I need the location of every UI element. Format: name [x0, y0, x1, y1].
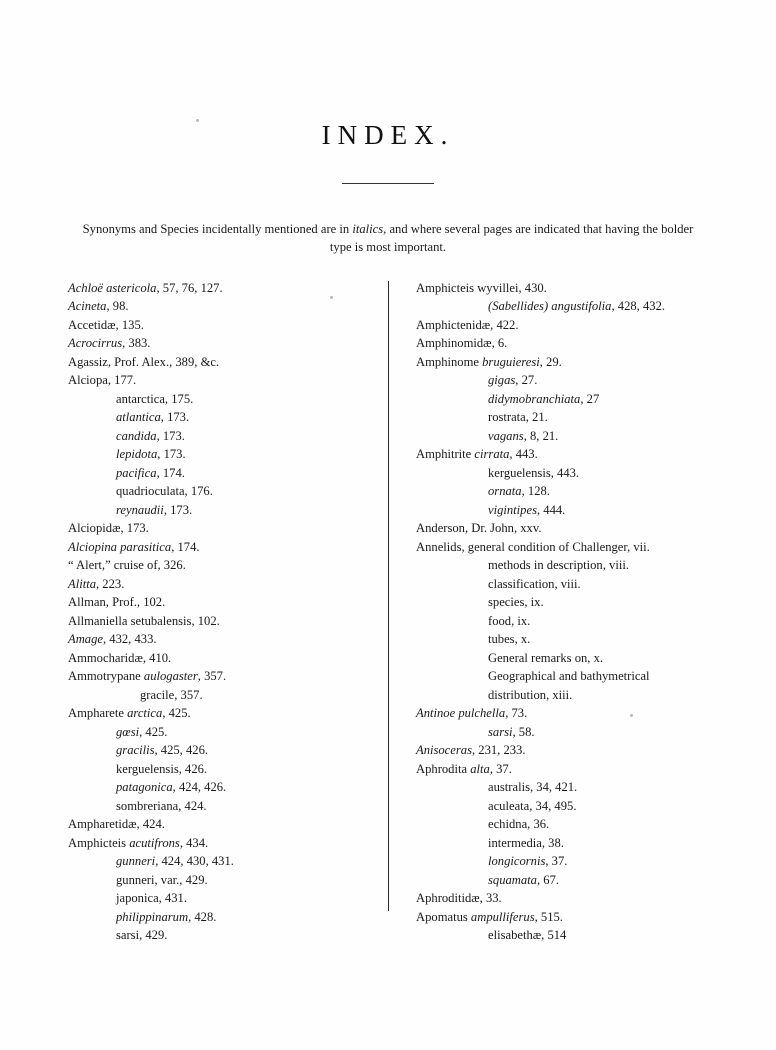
index-entry — [68, 427, 370, 446]
index-entry-text: intermedia, 38. — [488, 835, 564, 850]
index-columns — [68, 279, 708, 945]
index-entry-text: , 8, 21. — [523, 428, 559, 443]
index-entry-text: tubes, x. — [488, 632, 531, 646]
index-entry-text: , 383. — [122, 336, 151, 350]
index-entry — [416, 427, 708, 446]
index-entry — [416, 649, 708, 668]
index-entry-text: Accetidæ, 135. — [68, 317, 144, 332]
index-entry-text: , 174. — [171, 539, 200, 554]
index-entry — [416, 778, 708, 797]
index-entry-text: Amphictenidæ, 422. — [416, 317, 519, 332]
index-entry — [68, 926, 370, 945]
index-entry-text: species, ix. — [488, 595, 544, 609]
index-entry — [68, 519, 370, 538]
index-entry — [416, 501, 708, 520]
index-entry-text: , 357. — [197, 669, 227, 683]
index-entry-text: , 27. — [515, 373, 538, 387]
index-entry-text: , 515. — [534, 909, 563, 924]
index-entry — [416, 371, 708, 390]
index-entry-italic: reynaudii — [116, 502, 164, 517]
index-entry — [416, 889, 708, 908]
index-entry-text: , 173. — [156, 428, 185, 443]
index-entry — [416, 279, 708, 298]
index-entry — [68, 667, 370, 686]
index-entry — [68, 538, 370, 557]
index-entry — [416, 464, 708, 483]
index-entry-text: , 128. — [521, 484, 550, 498]
index-entry-italic: didymobranchiata — [488, 391, 581, 406]
index-entry-text: , 425. — [162, 706, 191, 720]
index-entry — [68, 334, 370, 353]
index-entry-text: , 425. — [139, 724, 168, 739]
index-entry-text: methods in description, viii. — [488, 558, 629, 572]
index-entry — [68, 908, 370, 927]
index-entry-italic: philippinarum — [116, 909, 189, 924]
index-entry-text: , 444. — [536, 502, 566, 517]
index-entry-italic: arctica — [127, 706, 163, 720]
index-entry-text: gracile, 357. — [140, 687, 203, 702]
index-entry-text: , 29. — [539, 354, 562, 369]
index-entry — [416, 353, 708, 372]
index-entry-text: japonica, 431. — [116, 891, 187, 905]
index-entry-text: , 98. — [106, 299, 129, 313]
index-entry-text: Apomatus — [416, 909, 471, 924]
index-entry-text: Amphinome — [416, 354, 483, 369]
index-entry-italic: candida — [116, 428, 157, 443]
index-entry — [68, 741, 370, 760]
index-entry-italic: vigintipes — [488, 502, 537, 517]
index-entry-text: Ampharetidæ, 424. — [68, 817, 165, 831]
index-entry-italic: Acrocirrus — [68, 336, 123, 350]
index-column-left — [68, 279, 388, 945]
index-entry — [416, 593, 708, 612]
index-entry — [68, 371, 370, 390]
index-entry-italic: lepidota — [116, 447, 158, 461]
index-entry — [68, 889, 370, 908]
index-entry — [68, 390, 370, 409]
index-entry-text: , 174. — [156, 465, 185, 480]
index-entry-text: , 173. — [163, 502, 193, 517]
index-entry-text: antarctica, 175. — [116, 391, 194, 406]
index-column-right — [388, 279, 708, 945]
index-entry-text: food, ix. — [488, 613, 531, 628]
index-entry-italic: pacifica — [116, 465, 157, 480]
index-entry — [68, 704, 370, 723]
index-entry-text: Ammocharidæ, 410. — [68, 650, 172, 665]
index-entry-text: , 73. — [505, 706, 528, 720]
index-entry-italic: Amage — [68, 632, 103, 646]
index-entry — [416, 519, 708, 538]
index-entry — [416, 297, 708, 316]
index-entry — [68, 649, 370, 668]
index-entry — [68, 778, 370, 797]
index-entry-italic: ampulliferus — [470, 909, 535, 924]
index-entry — [416, 908, 708, 927]
page-speck — [196, 119, 199, 122]
index-entry-text: Ampharete — [68, 706, 128, 720]
index-entry-italic: Acineta — [68, 299, 107, 313]
index-entry — [416, 482, 708, 501]
index-entry — [68, 353, 370, 372]
index-entry-italic: gracilis — [116, 743, 155, 757]
index-entry-italic: Antinoe pulchella — [416, 706, 506, 720]
index-entry — [68, 815, 370, 834]
index-entry-italic: aulogaster — [143, 669, 198, 683]
index-entry — [68, 852, 370, 871]
index-entry-text: Annelids, general condition of Challenger, vii. — [416, 539, 650, 554]
index-entry-italic: sarsi — [488, 724, 513, 739]
index-entry — [68, 630, 370, 649]
index-entry-text: Anderson, Dr. John, xxv. — [416, 521, 542, 535]
index-entry — [68, 297, 370, 316]
index-entry-italic: Alciopina parasitica — [68, 539, 172, 554]
index-entry-text: , 67. — [536, 872, 560, 887]
index-entry-italic: gœsi — [116, 724, 140, 739]
index-entry-text: Alciopidæ, 173. — [68, 521, 149, 535]
index-entry — [68, 871, 370, 890]
index-entry — [68, 464, 370, 483]
index-entry-text: , 37. — [545, 854, 568, 868]
index-entry-text: , 434. — [179, 835, 209, 850]
index-entry-text: , 424, 430, 431. — [155, 854, 234, 868]
index-entry-italic: vagans — [488, 428, 524, 443]
index-entry — [68, 686, 370, 705]
index-entry-italic: squamata — [488, 872, 537, 887]
index-entry — [68, 723, 370, 742]
index-entry — [68, 575, 370, 594]
index-entry-italic: gunneri — [116, 854, 156, 868]
index-entry-text: , 173. — [157, 447, 186, 461]
index-entry-text: Alciopa, 177. — [68, 373, 137, 387]
index-entry-text: sarsi, 429. — [116, 928, 168, 942]
index-note-after: , and where several pages are indicated that having the bolder type is most important. — [329, 222, 694, 255]
index-entry-text: , 27 — [580, 391, 600, 406]
index-entry — [416, 926, 708, 945]
index-entry — [416, 871, 708, 890]
index-entry-text: , 37. — [489, 761, 512, 776]
index-entry-italic: bruguieresi — [482, 354, 540, 369]
index-entry-text: Aphroditidæ, 33. — [416, 891, 502, 905]
index-entry-text: , 428, 432. — [611, 299, 666, 313]
index-entry — [68, 556, 370, 575]
index-entry-italic: gigas — [488, 373, 516, 387]
index-note-italic: italics — [352, 222, 384, 236]
page-speck — [630, 714, 633, 717]
index-note-before: Synonyms and Species incidentally mentioned are in — [82, 222, 353, 236]
index-entry — [68, 612, 370, 631]
index-entry-text: , 443. — [509, 447, 538, 461]
index-entry-text: , 173. — [160, 410, 190, 424]
index-entry-text: , 428. — [188, 909, 217, 924]
index-entry-italic: Achloë astericola — [68, 280, 157, 295]
index-entry — [416, 723, 708, 742]
index-entry-text: Amphinomidæ, 6. — [416, 336, 508, 350]
index-entry-text: gunneri, var., 429. — [116, 872, 208, 887]
index-entry-text: Amphitrite — [416, 447, 475, 461]
index-entry — [68, 501, 370, 520]
page-speck — [330, 296, 333, 299]
index-entry-italic: (Sabellides) angustifolia — [488, 299, 612, 313]
index-entry-text: Geographical and bathymetrical distribution, xiii. — [488, 669, 650, 702]
index-entry — [416, 667, 708, 704]
index-entry-text: echidna, 36. — [488, 817, 550, 831]
column-divider — [388, 281, 389, 911]
index-entry-text: kerguelensis, 443. — [488, 465, 580, 480]
index-entry — [416, 760, 708, 779]
index-entry-text: Allmaniella setubalensis, 102. — [68, 613, 220, 628]
index-entry-text: Allman, Prof., 102. — [68, 595, 166, 609]
index-entry-text: classification, viii. — [488, 576, 581, 591]
index-entry — [416, 797, 708, 816]
index-entry-text: Agassiz, Prof. Alex., 389, &c. — [68, 354, 220, 369]
index-entry — [416, 834, 708, 853]
index-entry — [416, 741, 708, 760]
index-entry — [416, 538, 708, 557]
index-entry — [68, 797, 370, 816]
index-entry — [68, 593, 370, 612]
index-entry-italic: Alitta — [68, 576, 96, 591]
index-entry — [416, 630, 708, 649]
index-entry-text: Amphicteis — [68, 835, 130, 850]
page-title: INDEX. — [321, 120, 455, 150]
index-entry — [68, 279, 370, 298]
index-entry — [416, 408, 708, 427]
index-entry-italic: patagonica — [116, 780, 173, 794]
index-entry-text: , 57, 76, 127. — [156, 280, 223, 295]
index-entry-text: Amphicteis wyvillei, 430. — [416, 280, 547, 295]
index-entry-text: , 58. — [512, 724, 535, 739]
index-entry-text: “ Alert,” cruise of, 326. — [68, 558, 186, 572]
index-entry — [68, 445, 370, 464]
index-entry-text: , 231, 233. — [471, 743, 526, 757]
title-rule — [342, 183, 434, 184]
index-entry — [416, 815, 708, 834]
index-entry-italic: atlantica — [116, 410, 161, 424]
index-entry — [68, 760, 370, 779]
index-entry-text: , 424, 426. — [172, 780, 227, 794]
index-entry — [416, 445, 708, 464]
index-entry-text: General remarks on, x. — [488, 650, 604, 665]
index-entry-text: aculeata, 34, 495. — [488, 798, 577, 813]
index-entry — [68, 316, 370, 335]
index-entry — [416, 704, 708, 723]
index-entry — [416, 852, 708, 871]
index-entry — [68, 834, 370, 853]
index-entry — [68, 482, 370, 501]
index-entry-text: kerguelensis, 426. — [116, 761, 208, 776]
index-entry-italic: longicornis — [488, 854, 546, 868]
index-entry-text: elisabethæ, 514 — [488, 928, 567, 942]
index-entry-text: Ammotrypane — [68, 669, 144, 683]
index-entry-text: rostrata, 21. — [488, 410, 548, 424]
index-entry — [416, 334, 708, 353]
index-entry — [416, 390, 708, 409]
index-entry-italic: acutifrons — [129, 835, 180, 850]
index-entry — [416, 316, 708, 335]
index-entry-italic: cirrata — [474, 447, 510, 461]
index-entry-text: quadrioculata, 176. — [116, 484, 213, 498]
index-entry — [416, 556, 708, 575]
index-entry-text: , 432, 433. — [102, 632, 157, 646]
index-entry-text: australis, 34, 421. — [488, 780, 578, 794]
index-entry — [416, 612, 708, 631]
index-entry-italic: alta — [470, 761, 490, 776]
index-entry — [68, 408, 370, 427]
index-entry-text: Aphrodita — [416, 761, 471, 776]
index-note — [72, 220, 704, 257]
index-entry-text: , 425, 426. — [154, 743, 209, 757]
index-entry-text: , 223. — [96, 576, 125, 591]
index-entry-text: sombreriana, 424. — [116, 798, 207, 813]
index-entry-italic: Anisoceras — [416, 743, 472, 757]
index-entry — [416, 575, 708, 594]
index-entry-italic: ornata — [488, 484, 522, 498]
